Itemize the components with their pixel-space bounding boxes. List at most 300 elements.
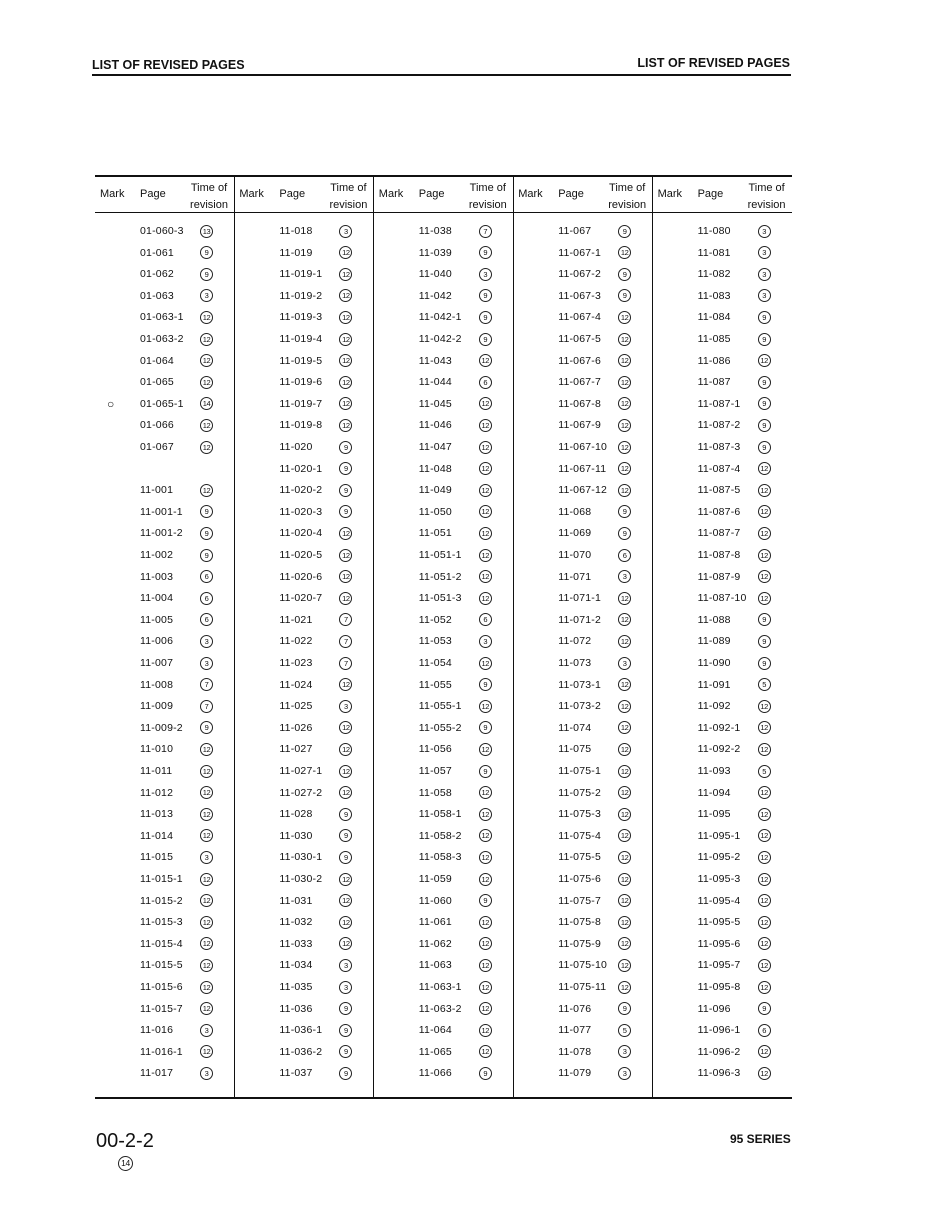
revision-number-circle: 12 — [200, 484, 213, 497]
table-row — [234, 912, 373, 934]
revision-number-circle: 5 — [758, 678, 771, 691]
page-number: 11-018 — [279, 225, 313, 237]
page-number: 11-067-3 — [558, 289, 602, 302]
page-number: 11-071 — [558, 570, 592, 583]
table-row — [374, 286, 513, 308]
revision-number-circle: 12 — [339, 311, 352, 324]
table-row — [653, 243, 792, 265]
table-row — [374, 804, 513, 826]
table-row — [653, 977, 792, 999]
table-block — [513, 175, 652, 1099]
revised-pages-table — [95, 175, 792, 1100]
revision-number-circle: 12 — [200, 1002, 213, 1015]
page-number: 11-075-1 — [558, 765, 602, 777]
table-row — [374, 221, 513, 243]
page-number: 11-011 — [140, 765, 173, 777]
table-row — [513, 610, 652, 632]
page-number: 11-015-7 — [140, 1002, 183, 1015]
table-row — [95, 415, 234, 437]
page-number: 11-070 — [558, 549, 592, 561]
table-row — [95, 826, 234, 848]
page-number: 11-096-1 — [697, 1024, 741, 1037]
page-number: 11-067-12 — [558, 484, 608, 497]
revision-number-circle: 12 — [339, 570, 352, 583]
table-row — [95, 869, 234, 891]
page-number: 11-087-9 — [697, 570, 741, 583]
table-row — [95, 437, 234, 459]
revision-number-circle: 12 — [479, 959, 492, 972]
page-number: 11-015-1 — [140, 873, 183, 885]
table-row — [234, 847, 373, 869]
revision-number-circle: 9 — [339, 1067, 352, 1080]
page-number: 11-019-7 — [279, 397, 323, 410]
table-row — [234, 394, 373, 416]
series-label: 95 SERIES — [730, 1132, 791, 1146]
revision-number-circle: 9 — [339, 462, 352, 475]
revision-number-circle: 12 — [758, 916, 771, 929]
table-row — [374, 264, 513, 286]
revision-number-circle: 12 — [339, 333, 352, 346]
table-row — [513, 394, 652, 416]
page-number: 01-063-1 — [140, 311, 184, 324]
revision-number-circle: 6 — [758, 1024, 771, 1037]
page-number: 11-095-8 — [697, 981, 741, 993]
table-row — [234, 934, 373, 956]
revision-number-circle: 12 — [618, 981, 631, 994]
table-row — [95, 761, 234, 783]
revision-number-circle: 9 — [758, 333, 771, 346]
table-row — [513, 286, 652, 308]
table-row — [374, 459, 513, 481]
table-row — [513, 372, 652, 394]
table-row — [653, 329, 792, 351]
page-number: 11-071-1 — [558, 592, 602, 605]
column-header-time-of-revision — [604, 180, 650, 214]
table-row — [513, 826, 652, 848]
page-number: 11-066 — [418, 1067, 452, 1080]
table-row — [513, 891, 652, 913]
table-row — [513, 739, 652, 761]
page-number: 11-068 — [558, 505, 592, 518]
page-number: 11-067-1 — [558, 246, 602, 259]
table-row — [653, 545, 792, 567]
page-number: 11-019-8 — [279, 419, 323, 432]
revision-number-circle: 12 — [758, 743, 771, 756]
table-row — [653, 567, 792, 589]
page-number: 11-020-6 — [279, 570, 323, 583]
revision-number-circle: 6 — [200, 570, 213, 583]
table-row — [374, 588, 513, 610]
page-number: 11-058 — [418, 786, 452, 799]
revision-number-circle: 12 — [339, 786, 352, 799]
page-number: 11-052 — [418, 613, 452, 626]
table-row — [374, 761, 513, 783]
revision-number-circle: 12 — [479, 570, 492, 583]
page-number: 11-082 — [697, 268, 731, 281]
revision-number-circle: 9 — [200, 268, 213, 281]
page-number: 11-095 — [697, 808, 731, 821]
revision-number-circle: 12 — [758, 721, 771, 734]
revision-number-circle: 12 — [479, 700, 492, 713]
table-row — [234, 221, 373, 243]
revision-number-circle: 12 — [618, 959, 631, 972]
page-number: 01-061 — [140, 246, 174, 259]
page-number: 11-056 — [418, 743, 452, 756]
revision-number-circle: 9 — [200, 527, 213, 540]
table-row — [374, 351, 513, 373]
table-row — [374, 826, 513, 848]
table-row — [95, 567, 234, 589]
revision-number-circle: 3 — [339, 959, 352, 972]
revision-number-circle: 12 — [479, 462, 492, 475]
table-row — [234, 653, 373, 675]
header-rule — [92, 74, 791, 76]
page-number: 11-095-2 — [697, 851, 741, 864]
table-row — [95, 459, 234, 481]
revision-number-circle: 12 — [618, 462, 631, 475]
page-number: 01-065 — [140, 376, 174, 389]
revision-number-circle: 12 — [758, 505, 771, 518]
table-row — [234, 286, 373, 308]
table-row — [234, 804, 373, 826]
page-number: 11-061 — [418, 916, 452, 929]
table-row — [374, 567, 513, 589]
table-row — [653, 955, 792, 977]
revision-number-circle: 9 — [618, 505, 631, 518]
table-row — [653, 437, 792, 459]
page-number: 11-039 — [418, 246, 452, 259]
table-row — [234, 243, 373, 265]
table-block — [374, 175, 513, 1099]
revision-number-circle: 3 — [200, 1024, 213, 1037]
revision-number-circle: 12 — [758, 592, 771, 605]
page-number: 11-087-10 — [697, 592, 747, 605]
table-row — [95, 286, 234, 308]
revision-number-circle: 9 — [758, 613, 771, 626]
page-number: 11-001-1 — [140, 505, 183, 518]
page-number: 11-063-1 — [418, 981, 462, 993]
table-row — [653, 999, 792, 1021]
revision-number-circle: 7 — [339, 635, 352, 648]
page-number: 11-057 — [418, 765, 452, 777]
revision-number-circle: 12 — [339, 592, 352, 605]
revision-number-circle: 12 — [618, 441, 631, 454]
page-number: 11-055 — [418, 678, 452, 691]
page-number: 11-013 — [140, 808, 174, 821]
table-row — [653, 891, 792, 913]
revision-number-circle: 5 — [618, 1024, 631, 1037]
revision-number-circle: 14 — [200, 397, 213, 410]
table-row — [653, 739, 792, 761]
page-number: 11-067-6 — [558, 354, 602, 367]
table-row — [374, 610, 513, 632]
revision-number-circle: 9 — [479, 246, 492, 259]
revision-number-circle: 12 — [618, 635, 631, 648]
page-number: 11-007 — [140, 657, 174, 669]
table-row — [653, 675, 792, 697]
page-number: 11-002 — [140, 549, 174, 561]
page-number: 11-038 — [418, 225, 452, 237]
page-number: 11-075-7 — [558, 894, 602, 907]
revision-number-circle: 9 — [479, 311, 492, 324]
column-header-mark: Mark — [100, 188, 125, 200]
table-block — [653, 175, 792, 1099]
table-row — [95, 783, 234, 805]
table-row — [95, 502, 234, 524]
page-number: 11-034 — [279, 959, 313, 972]
table-row — [234, 739, 373, 761]
header-title-right: LIST OF REVISED PAGES — [637, 56, 790, 70]
page-number: 11-019-5 — [279, 354, 323, 367]
table-row — [234, 437, 373, 459]
page-number: 11-010 — [140, 743, 174, 756]
revision-number-circle: 12 — [200, 441, 213, 454]
revision-number-circle: 3 — [479, 635, 492, 648]
table-row — [513, 999, 652, 1021]
revision-number-circle: 12 — [479, 916, 492, 929]
table-row — [234, 329, 373, 351]
revision-number-circle: 6 — [618, 549, 631, 562]
column-header-time-line1: Time of — [469, 182, 506, 194]
revision-number-circle: 12 — [618, 678, 631, 691]
page-number: 11-025 — [279, 700, 313, 713]
page-number: 11-087-4 — [697, 462, 741, 475]
page-number: 11-067-11 — [558, 462, 607, 475]
page-number: 11-046 — [418, 419, 452, 432]
table-row — [513, 243, 652, 265]
revision-number-circle: 9 — [339, 829, 352, 842]
revision-number-circle: 12 — [758, 894, 771, 907]
table-row — [95, 351, 234, 373]
page-number: 11-096-3 — [697, 1067, 741, 1080]
page-number: 11-075 — [558, 743, 592, 756]
revision-number-circle: 9 — [618, 527, 631, 540]
table-row — [513, 696, 652, 718]
page-number: 11-074 — [558, 721, 592, 734]
table-row — [513, 675, 652, 697]
table-row — [95, 653, 234, 675]
page-number: 11-080 — [697, 225, 731, 237]
page-number: 11-060 — [418, 894, 452, 907]
revision-number-circle: 12 — [479, 354, 492, 367]
table-row — [234, 502, 373, 524]
page-number: 01-060-3 — [140, 225, 184, 237]
page-number: 11-059 — [418, 873, 452, 885]
page-number: 11-015-5 — [140, 959, 183, 972]
revision-number-circle: 9 — [618, 268, 631, 281]
revision-number-circle: 3 — [200, 1067, 213, 1080]
table-row — [374, 545, 513, 567]
revision-number-circle: 12 — [479, 743, 492, 756]
table-row — [513, 1042, 652, 1064]
table-row — [95, 718, 234, 740]
table-row — [374, 631, 513, 653]
page-number: 11-087-2 — [697, 419, 741, 432]
page-number: 11-075-10 — [558, 959, 608, 972]
table-block — [234, 175, 373, 1099]
page-number: 11-015-2 — [140, 894, 183, 907]
table-row — [653, 394, 792, 416]
revision-number-circle: 12 — [479, 829, 492, 842]
column-header-time-of-revision — [325, 180, 371, 214]
revision-number-circle: 12 — [479, 873, 492, 886]
revision-number-circle: 12 — [339, 397, 352, 410]
revision-number-circle: 12 — [479, 441, 492, 454]
page-number: 11-095-5 — [697, 916, 741, 929]
page-number: 11-069 — [558, 527, 592, 540]
table-row — [653, 307, 792, 329]
table-row — [95, 955, 234, 977]
revision-number-circle: 9 — [339, 505, 352, 518]
revision-number-circle: 12 — [479, 981, 492, 994]
table-row — [95, 523, 234, 545]
page-number: 11-067-9 — [558, 419, 602, 432]
revision-number-circle: 12 — [339, 289, 352, 302]
table-row — [234, 351, 373, 373]
revision-number-circle: 7 — [339, 657, 352, 670]
table-row — [234, 1020, 373, 1042]
page-number: 11-091 — [697, 678, 731, 691]
revision-number-circle: 9 — [339, 484, 352, 497]
revision-number-circle: 12 — [339, 743, 352, 756]
table-row — [653, 1063, 792, 1085]
revision-number-circle: 12 — [479, 851, 492, 864]
revision-number-circle: 9 — [479, 1067, 492, 1080]
revision-number-circle: 9 — [339, 1045, 352, 1058]
table-row — [234, 955, 373, 977]
revision-number-circle: 3 — [618, 657, 631, 670]
table-row — [234, 415, 373, 437]
column-header-time-line2: revision — [468, 199, 507, 211]
page-number: 11-071-2 — [558, 613, 602, 626]
page-number: 11-051-1 — [418, 549, 462, 561]
page-number: 11-095-1 — [697, 829, 741, 842]
page-number: 11-067-4 — [558, 311, 602, 324]
revision-number-circle: 12 — [758, 354, 771, 367]
revision-number-circle: 12 — [479, 592, 492, 605]
page-number: 11-030-1 — [279, 851, 323, 864]
page-number: 01-066 — [140, 419, 174, 432]
revision-number-circle: 7 — [200, 678, 213, 691]
page-number: 11-092-1 — [697, 721, 741, 734]
table-row — [374, 243, 513, 265]
page-number: 11-042-2 — [418, 333, 462, 345]
page-number: 11-026 — [279, 721, 313, 734]
page-number: 01-062 — [140, 268, 174, 281]
page-number: 11-001 — [140, 484, 174, 497]
revision-mark-circle: ○ — [107, 396, 115, 411]
table-row — [374, 372, 513, 394]
revision-number-circle: 12 — [479, 549, 492, 562]
table-row — [374, 912, 513, 934]
revision-number-circle: 12 — [200, 354, 213, 367]
page-number: 11-036 — [279, 1002, 313, 1015]
table-row — [374, 415, 513, 437]
revision-number-circle: 3 — [758, 268, 771, 281]
table-row — [653, 1020, 792, 1042]
revision-number-circle: 12 — [758, 1045, 771, 1058]
table-row — [234, 826, 373, 848]
page-number: 11-083 — [697, 289, 731, 302]
table-row — [513, 977, 652, 999]
table-row — [95, 264, 234, 286]
revision-number-circle: 12 — [618, 873, 631, 886]
page-number: 11-094 — [697, 786, 731, 799]
page-number: 11-032 — [279, 916, 313, 929]
table-row — [234, 523, 373, 545]
page-number: 11-087-6 — [697, 505, 741, 518]
page-number: 11-012 — [140, 786, 174, 799]
revision-number-circle: 9 — [339, 1002, 352, 1015]
revision-number-circle: 12 — [339, 765, 352, 778]
revision-number-circle: 9 — [200, 246, 213, 259]
table-row — [513, 761, 652, 783]
revision-number-circle: 12 — [479, 937, 492, 950]
revision-number-circle: 12 — [479, 397, 492, 410]
page-number: 11-020 — [279, 441, 313, 453]
revision-number-circle: 12 — [618, 419, 631, 432]
page-number: 11-063 — [418, 959, 452, 972]
revision-number-circle: 12 — [618, 354, 631, 367]
table-row — [513, 1020, 652, 1042]
page-code: 00-2-2 — [96, 1130, 154, 1152]
table-row — [95, 1063, 234, 1085]
revision-number-circle: 12 — [758, 808, 771, 821]
page-number: 11-001-2 — [140, 527, 183, 540]
page-number: 11-087-5 — [697, 484, 741, 497]
table-row — [374, 891, 513, 913]
page-number: 11-065 — [418, 1045, 452, 1058]
revision-number-circle: 12 — [758, 981, 771, 994]
table-row — [95, 912, 234, 934]
table-row — [653, 869, 792, 891]
page-number: 11-009 — [140, 700, 174, 713]
page-number: 11-004 — [140, 592, 174, 605]
column-header-time-line1: Time of — [748, 182, 785, 194]
revision-number-circle: 12 — [618, 765, 631, 778]
table-block — [95, 175, 234, 1099]
revision-number-circle: 3 — [758, 289, 771, 302]
table-row — [513, 783, 652, 805]
table-row — [234, 545, 373, 567]
column-header-time-line2: revision — [329, 199, 368, 211]
page-number: 11-067-10 — [558, 441, 608, 453]
page-number: 11-015-4 — [140, 937, 183, 950]
page-number: 11-027-1 — [279, 765, 323, 777]
page-number: 11-058-3 — [418, 851, 462, 864]
revision-number-circle: 12 — [479, 419, 492, 432]
page-number: 11-089 — [697, 635, 731, 648]
revision-number-circle: 12 — [618, 894, 631, 907]
table-row — [374, 480, 513, 502]
table-row — [513, 351, 652, 373]
page-number: 11-075-5 — [558, 851, 602, 864]
table-row — [95, 545, 234, 567]
revision-number-circle: 6 — [200, 613, 213, 626]
table-row — [374, 675, 513, 697]
revision-number-circle: 12 — [339, 678, 352, 691]
page-number: 11-092 — [697, 700, 731, 713]
table-row — [374, 999, 513, 1021]
page-number: 11-017 — [140, 1067, 174, 1080]
page-number: 11-051-3 — [418, 592, 462, 605]
revision-number-circle: 9 — [758, 311, 771, 324]
table-row — [653, 523, 792, 545]
column-header-time-line2: revision — [608, 199, 647, 211]
table-row — [374, 394, 513, 416]
page-number: 11-075-4 — [558, 829, 602, 842]
table-row — [513, 955, 652, 977]
